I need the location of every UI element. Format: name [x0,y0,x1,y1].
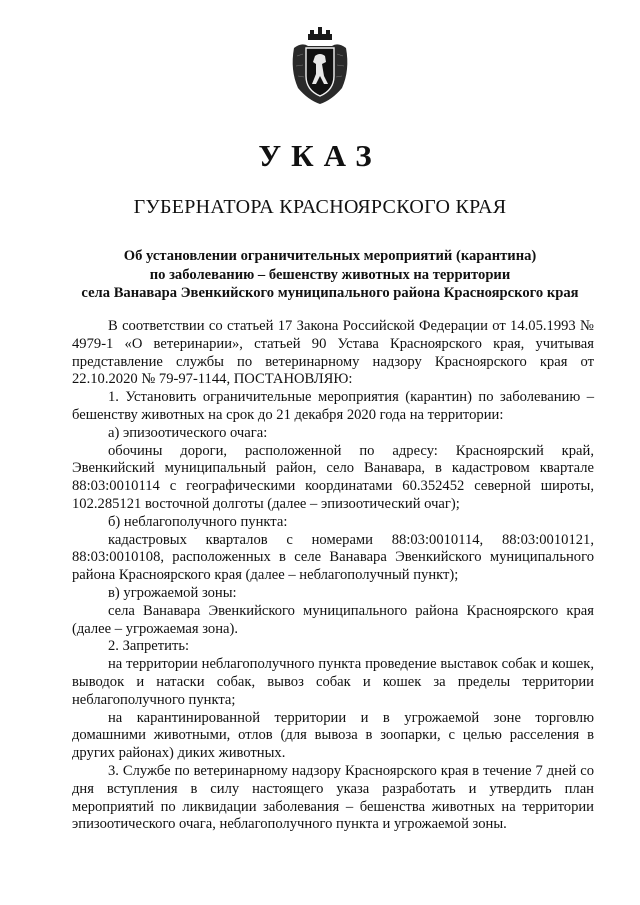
paragraph-item-1: 1. Установить ограничительные мероприятия (карантин) по заболеванию – бешенству животных на срок до 21 декабря 2020 года на территории: [72,389,594,423]
paragraph-item-2: 2. Запретить: [108,638,190,655]
heading-line: села Ванавара Эвенкийского муниципального района Красноярского края [81,285,579,302]
paragraph-subitem-a: а) эпизоотического очага: [108,424,268,441]
paragraph-prohibition-1: на территории неблагополучного пункта проведение выставок собак и кошек, выводок и натаски собак, вывоз собак и кошек за пределы территории неблагополучного пункта; [72,656,594,708]
paragraph-item-3: 3. Службе по ветеринарному надзору Красноярского края в течение 7 дней со дня вступления в силу настоящего указа разработать и утвердить план мероприятий по ликвидации заболевания – бешенства животных на территории эпизоотического очага, неблагополучного пункта и угрожаемой зоны. [72,762,594,833]
decree-heading [60,247,600,303]
document-subtitle: ГУБЕРНАТОРА КРАСНОЯРСКОГО КРАЯ [133,196,507,218]
paragraph-epizootic-focus: обочины дороги, расположенной по адресу: Красноярский край, Эвенкийский муниципальный район, село Ванавара, в кадастровом квартале 88:03:0010114 с географическими координатами 60.352452 северной широты, 102.285121 восточной долготы (далее – эпизоотический очаг); [72,442,594,512]
paragraph-subitem-c: в) угрожаемой зоны: [108,584,237,601]
document-title: УКАЗ [258,138,382,173]
coat-of-arms-emblem [288,26,352,106]
decree-body [72,318,594,834]
paragraph-subitem-b: б) неблагополучного пункта: [108,513,288,530]
heading-line: Об установлении ограничительных мероприятий (карантина) [123,248,537,264]
paragraph-preamble: В соответствии со статьей 17 Закона Российской Федерации от 14.05.1993 № 4979-1 «О ветеринарии», статьей 90 Устава Красноярского края, учитывая представление службы по ветеринарному надзору Красноярского края от 22.10.2020 № 79-97-1144, ПОСТАНОВЛЯЮ: [72,318,594,388]
paragraph-prohibition-2: на карантинированной территории и в угрожаемой зоне торговлю домашними животными, отлов (для вывоза в зоопарки, с целью расселения в других районах) диких животных. [72,709,594,762]
heading-line: по заболеванию – бешенству животных на территории [149,266,511,283]
paragraph-threatened-zone: села Ванавара Эвенкийского муниципального района Красноярского края (далее – угрожаемая зона). [72,602,594,637]
paragraph-unfavorable-point: кадастровых кварталов с номерами 88:03:0010114, 88:03:0010121, 88:03:0010108, расположенных в селе Ванавара Эвенкийского муниципального района Красноярского края (далее – неблагополучный пункт); [72,531,594,584]
